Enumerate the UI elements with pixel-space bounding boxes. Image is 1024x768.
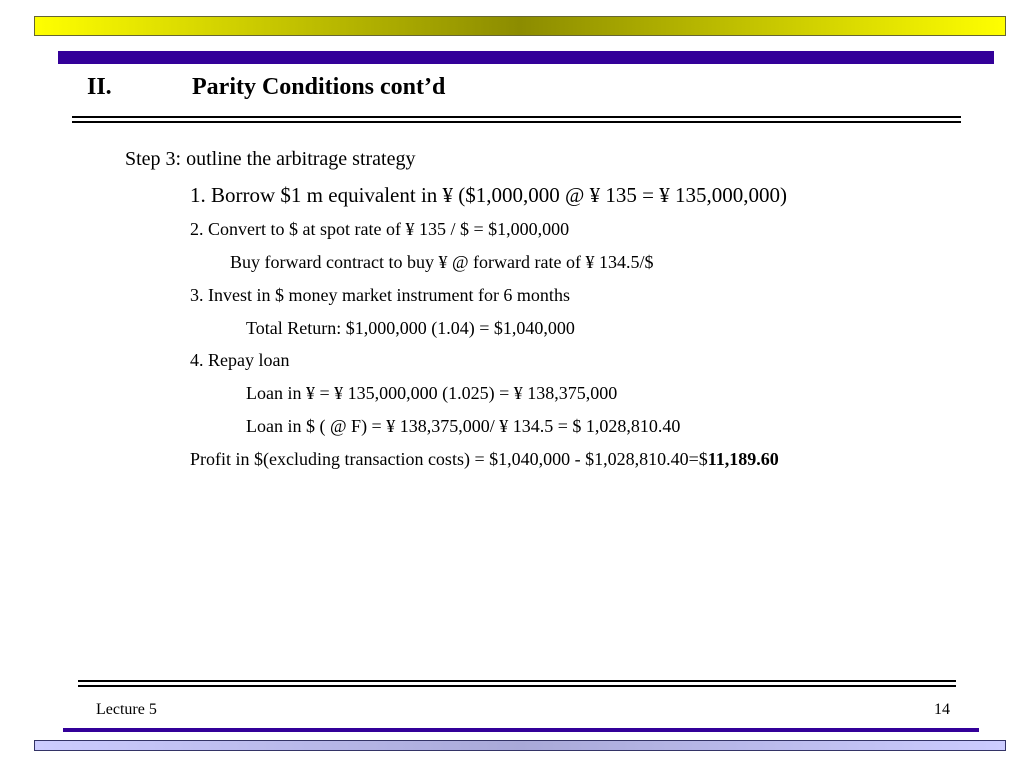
footer-divider-top [78,680,956,682]
top-accent-bar [58,51,994,64]
profit-line [190,447,779,471]
list-item-3-detail: Total Return: $1,000,000 (1.04) = $1,040,000 [246,318,575,338]
list-item-2: 2. Convert to $ at spot rate of ¥ 135 / $ = $1,000,000 [190,219,570,239]
bottom-decorative-bar [34,740,1006,751]
title-divider-top [72,116,961,118]
list-item-4-detail-1: Loan in ¥ = ¥ 135,000,000 (1.025) = ¥ 138,375,000 [246,383,618,403]
list-item-3: 3. Invest in $ money market instrument for 6 months [190,285,570,305]
bottom-accent-bar [63,728,979,732]
step-heading: Step 3: outline the arbitrage strategy [125,148,416,170]
list-item-2-detail: Buy forward contract to buy ¥ @ forward rate of ¥ 134.5/$ [230,252,654,272]
footer-divider-bottom [78,685,956,687]
profit-label: Profit in $(excluding transaction costs) = $1,040,000 - $1,028,810.40=$ [190,449,708,469]
slide-title: Parity Conditions cont’d [192,74,446,100]
footer-lecture: Lecture 5 [96,701,157,718]
page-number: 14 [934,701,950,718]
list-item-1: 1. Borrow $1 m equivalent in ¥ ($1,000,000 @ ¥ 135 = ¥ 135,000,000) [190,183,787,207]
profit-value: 11,189.60 [707,449,779,469]
top-decorative-bar [34,16,1006,36]
section-number: II. [87,74,112,100]
list-item-4: 4. Repay loan [190,350,290,370]
title-divider-bottom [72,121,961,123]
list-item-4-detail-2: Loan in $ ( @ F) = ¥ 138,375,000/ ¥ 134.5 = $ 1,028,810.40 [246,416,681,436]
